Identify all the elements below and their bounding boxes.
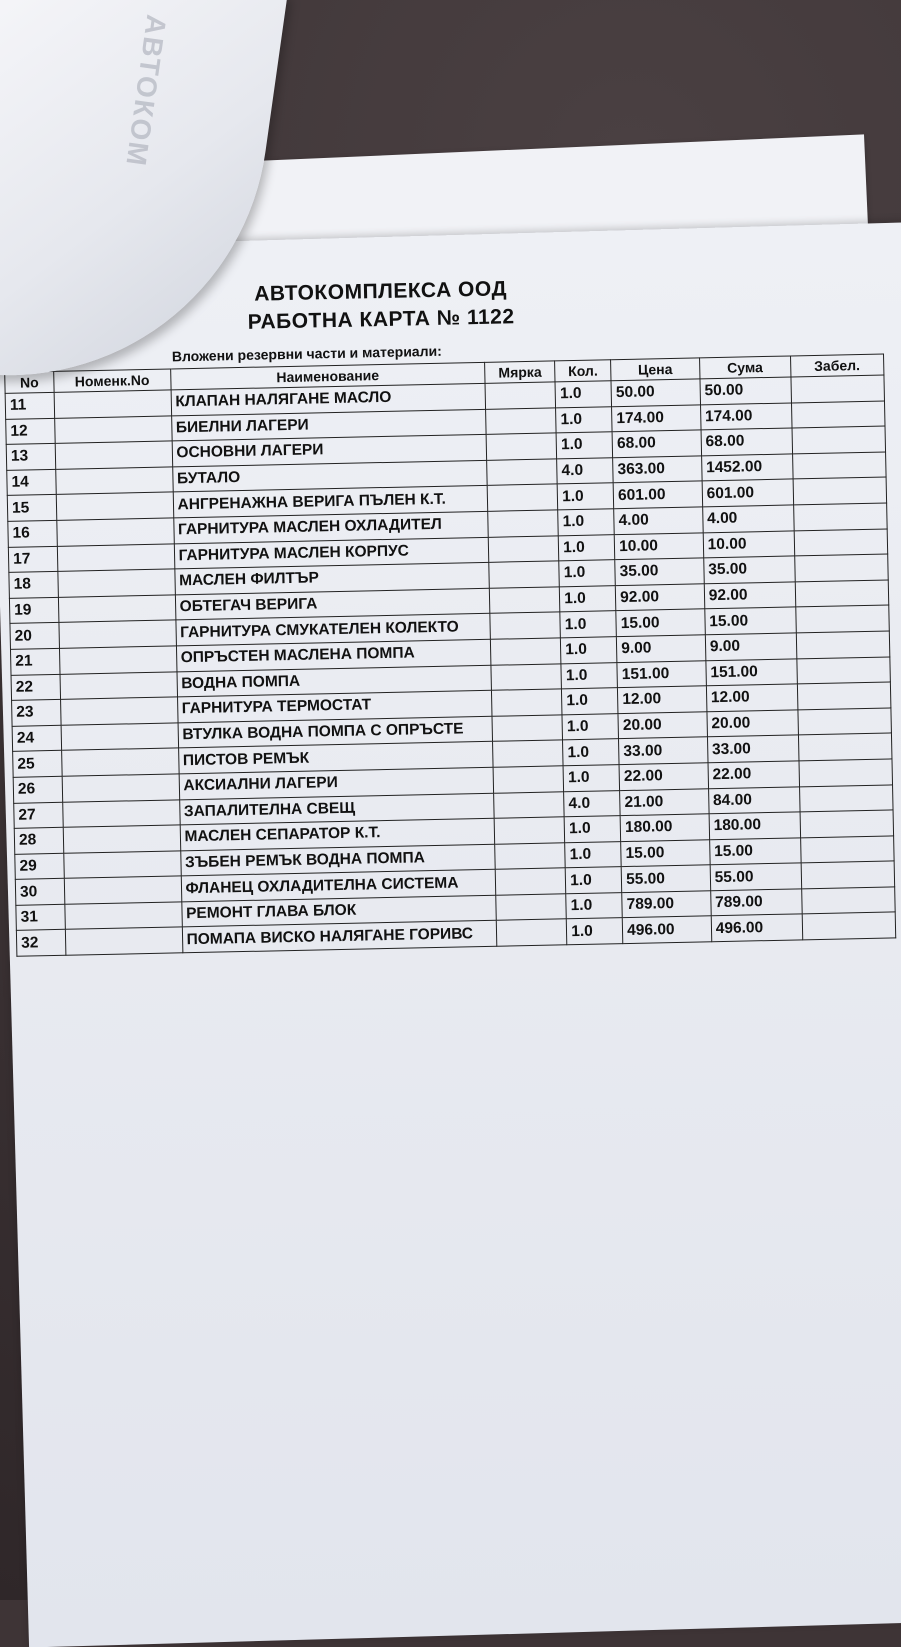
row-sum: 789.00 [710,889,801,916]
row-price: 68.00 [612,430,701,457]
row-note [793,477,887,505]
row-note [795,605,889,633]
row-price: 35.00 [615,558,704,585]
row-name: ПИСТОВ РЕМЪК [178,742,493,774]
row-note [791,401,885,429]
row-name: ВОДНА ПОМПА [177,665,492,697]
row-name: ГАРНИТУРА МАСЛЕН ОХЛАДИТЕЛ [173,511,488,543]
row-note [797,682,891,710]
row-unit [492,689,562,716]
row-name: ПОМАПА ВИСКО НАЛЯГАНЕ ГОРИВС [182,921,497,953]
row-nomenclature [61,723,178,751]
row-qty: 1.0 [556,406,612,433]
row-sum: 84.00 [708,786,799,813]
row-unit [491,663,561,690]
col-header-nomenclature: Номенк.No [54,369,171,392]
row-note [796,631,890,659]
row-number: 11 [5,392,54,419]
row-note [801,887,895,915]
row-nomenclature [65,902,182,930]
row-number: 32 [16,930,65,957]
row-unit [493,766,563,793]
row-name: ГАРНИТУРА ТЕРМОСТАТ [177,690,492,722]
row-qty: 1.0 [556,432,612,459]
row-price: 55.00 [621,865,710,892]
row-sum: 20.00 [707,710,798,737]
row-nomenclature [55,416,172,444]
row-sum: 601.00 [702,479,793,506]
card-title: РАБОТНА КАРТА № 1122 [247,305,515,334]
row-price: 363.00 [613,456,702,483]
row-qty: 1.0 [565,841,621,868]
row-qty: 1.0 [566,892,622,919]
row-price: 92.00 [615,584,704,611]
row-sum: 151.00 [706,658,797,685]
row-number: 12 [6,418,55,445]
row-price: 789.00 [622,891,711,918]
row-name: АКСИАЛНИ ЛАГЕРИ [179,767,494,799]
row-unit [489,535,559,562]
row-qty: 4.0 [564,790,620,817]
row-nomenclature [64,851,181,879]
row-sum: 496.00 [711,914,802,941]
col-header-name: Наименование [170,362,485,390]
row-note [795,580,889,608]
col-header-unit: Мярка [485,361,555,383]
row-sum: 12.00 [706,684,797,711]
row-name: ЗЪБЕН РЕМЪК ВОДНА ПОМПА [180,844,495,876]
row-sum: 22.00 [708,761,799,788]
col-header-price: Цена [611,358,700,381]
row-name: ГАРНИТУРА МАСЛЕН КОРПУС [174,537,489,569]
row-sum: 35.00 [703,556,794,583]
row-name: РЕМОНТ ГЛАВА БЛОК [181,895,496,927]
row-sum: 15.00 [705,607,796,634]
row-qty: 1.0 [560,585,616,612]
row-price: 10.00 [614,532,703,559]
row-unit [487,459,557,486]
row-qty: 1.0 [558,509,614,536]
col-header-sum: Сума [699,356,790,379]
row-price: 151.00 [617,660,706,687]
row-nomenclature [62,748,179,776]
row-unit [495,842,565,869]
row-nomenclature [54,390,171,418]
row-note [793,503,887,531]
row-nomenclature [62,774,179,802]
row-number: 26 [13,776,62,803]
row-note [800,810,894,838]
row-note [791,375,885,403]
row-number: 21 [10,648,59,675]
row-note [794,529,888,557]
row-number: 24 [12,725,61,752]
row-sum: 10.00 [703,530,794,557]
row-name: БУТАЛО [172,460,487,492]
row-number: 22 [11,674,60,701]
row-nomenclature [64,876,181,904]
row-number: 14 [7,469,56,496]
row-qty: 1.0 [566,918,622,945]
row-price: 4.00 [614,507,703,534]
row-qty: 1.0 [563,739,619,766]
row-qty: 1.0 [559,560,615,587]
row-number: 30 [15,879,64,906]
parts-table [4,354,896,957]
row-note [792,426,886,454]
table-body [5,375,896,956]
row-qty: 1.0 [562,713,618,740]
row-qty: 4.0 [557,457,613,484]
row-number: 16 [8,520,57,547]
row-name: ОПРЪСТЕН МАСЛЕНА ПОМПА [176,639,491,671]
row-name: БИЕЛНИ ЛАГЕРИ [171,409,486,441]
row-sum: 4.00 [702,505,793,532]
row-number: 13 [6,444,55,471]
row-note [794,554,888,582]
row-unit [494,791,564,818]
row-number: 31 [16,904,65,931]
row-name: АНГРЕНАЖНА ВЕРИГА ПЪЛЕН К.Т. [173,486,488,518]
row-nomenclature [65,927,182,955]
row-nomenclature [61,697,178,725]
row-number: 18 [9,572,58,599]
row-sum: 1452.00 [701,454,792,481]
row-unit [487,484,557,511]
row-name: МАСЛЕН ФИЛТЪР [174,562,489,594]
row-nomenclature [63,825,180,853]
row-name: ВТУЛКА ВОДНА ПОМПА С ОПРЪСТЕ [178,716,493,748]
row-name: ОБТЕГАЧ ВЕРИГА [175,588,490,620]
row-note [799,784,893,812]
row-price: 15.00 [616,609,705,636]
row-price: 33.00 [619,737,708,764]
curled-page-text: АВТОКОМ [120,12,173,170]
section-title: Вложени резервни части и материали: [171,342,442,365]
row-unit [488,510,558,537]
row-unit [485,382,555,409]
row-price: 180.00 [620,814,709,841]
row-note [798,708,892,736]
row-name: ГАРНИТУРА СМУКАТЕЛЕН КОЛЕКТО [175,614,490,646]
row-price: 15.00 [621,839,710,866]
row-name: МАСЛЕН СЕПАРАТОР К.Т. [180,818,495,850]
row-sum: 55.00 [710,863,801,890]
row-name: ФЛАНЕЦ ОХЛАДИТЕЛНА СИСТЕМА [181,870,496,902]
row-sum: 92.00 [704,582,795,609]
row-unit [490,612,560,639]
row-qty: 1.0 [557,483,613,510]
row-nomenclature [59,646,176,674]
row-price: 9.00 [617,635,706,662]
row-number: 23 [12,699,61,726]
row-sum: 50.00 [700,377,791,404]
row-price: 601.00 [613,481,702,508]
row-note [798,733,892,761]
row-price: 174.00 [612,404,701,431]
row-unit [486,407,556,434]
row-name: КЛАПАН НАЛЯГАНЕ МАСЛО [171,383,486,415]
row-nomenclature [63,799,180,827]
row-qty: 1.0 [561,637,617,664]
row-sum: 174.00 [700,403,791,430]
row-qty: 1.0 [560,611,616,638]
row-nomenclature [60,671,177,699]
row-unit [489,561,559,588]
row-name: ОСНОВНИ ЛАГЕРИ [172,435,487,467]
row-nomenclature [58,569,175,597]
row-sum: 33.00 [707,735,798,762]
row-nomenclature [57,518,174,546]
row-qty: 1.0 [564,816,620,843]
row-number: 20 [10,623,59,650]
row-unit [495,868,565,895]
row-sum: 180.00 [709,812,800,839]
row-qty: 1.0 [562,688,618,715]
col-header-no: No [5,371,54,393]
row-unit [486,433,556,460]
row-nomenclature [56,467,173,495]
row-note [801,861,895,889]
row-unit [491,638,561,665]
row-price: 50.00 [611,379,700,406]
row-qty: 1.0 [555,381,611,408]
col-header-note: Забел. [790,354,884,377]
company-name: АВТОКОМПЛЕКСА ООД [254,277,508,306]
row-sum: 68.00 [701,428,792,455]
row-number: 19 [9,597,58,624]
row-unit [494,817,564,844]
row-number: 28 [14,827,63,854]
row-sum: 9.00 [705,633,796,660]
row-price: 20.00 [618,712,707,739]
row-number: 17 [8,546,57,573]
row-unit [496,894,566,921]
row-qty: 1.0 [563,765,619,792]
row-nomenclature [55,441,172,469]
row-note [799,759,893,787]
row-unit [497,919,567,946]
row-number: 15 [7,495,56,522]
row-nomenclature [58,595,175,623]
row-note [797,656,891,684]
row-note [800,836,894,864]
row-price: 21.00 [620,788,709,815]
row-name: ЗАПАЛИТЕЛНА СВЕЩ [179,793,494,825]
col-header-qty: Кол. [555,360,611,382]
row-nomenclature [56,492,173,520]
row-unit [492,715,562,742]
row-number: 29 [15,853,64,880]
row-price: 12.00 [618,686,707,713]
row-qty: 1.0 [561,662,617,689]
row-price: 22.00 [619,763,708,790]
row-note [792,452,886,480]
row-number: 25 [13,751,62,778]
row-price: 496.00 [622,916,711,943]
row-number: 27 [14,802,63,829]
row-unit [490,587,560,614]
row-sum: 15.00 [709,838,800,865]
row-qty: 1.0 [558,534,614,561]
row-nomenclature [57,543,174,571]
row-unit [493,740,563,767]
row-note [802,912,896,940]
row-nomenclature [59,620,176,648]
row-qty: 1.0 [565,867,621,894]
